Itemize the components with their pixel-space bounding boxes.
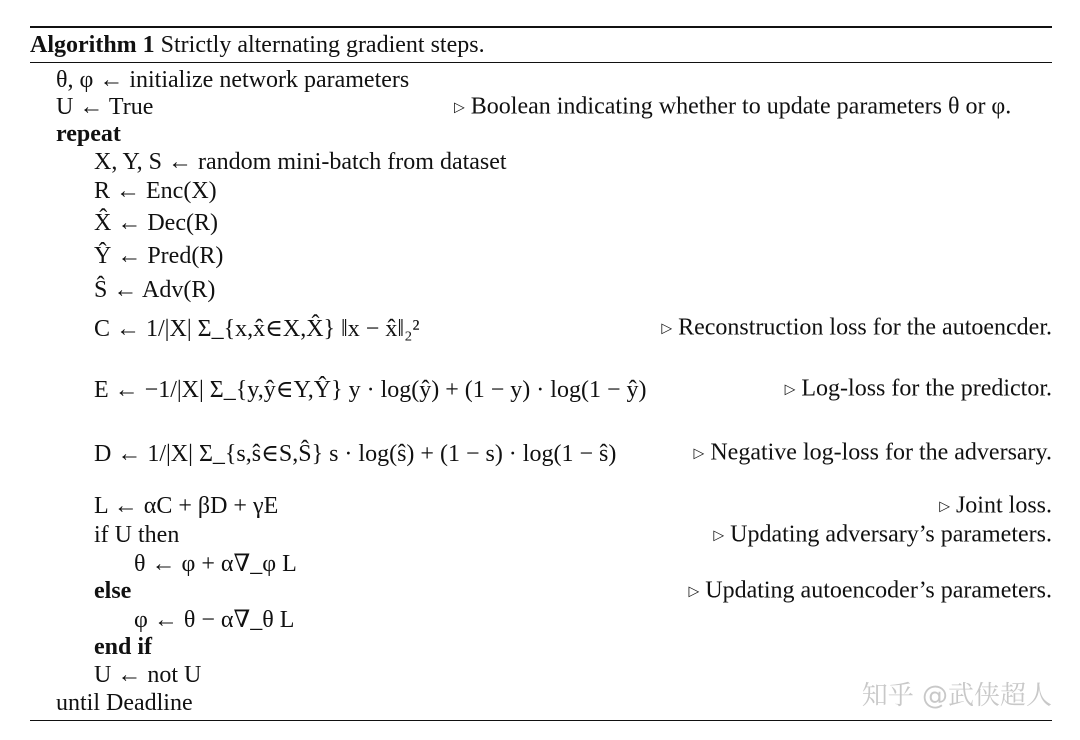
comment-triangle-icon: ▷: [939, 499, 950, 515]
else-keyword: else: [94, 577, 132, 604]
watermark: 知乎 @武侠超人: [861, 681, 1052, 711]
line-recon: [30, 311, 1052, 345]
line-pred-text: Ŷ ← Pred(R): [94, 242, 224, 269]
line-pred: [30, 239, 1052, 273]
line-logloss-text: E ← −1/|X| Σ_{y,ŷ∈Y,Ŷ} y · log(ŷ) + (1 − y) · log(1 − ŷ): [94, 376, 647, 403]
line-until-text: until Deadline: [56, 689, 193, 716]
line-recon-comment: ▷ Reconstruction loss for the autoencder.: [661, 314, 1052, 341]
line-enc-text: R ← Enc(X): [94, 177, 217, 204]
line-logloss: [30, 372, 1052, 406]
comment-triangle-icon: ▷: [693, 446, 705, 462]
algorithm-header: [30, 28, 1052, 62]
line-if-text: if U then: [94, 521, 180, 548]
line-adv-text: Ŝ ← Adv(R): [94, 276, 216, 303]
comment-triangle-icon: ▷: [661, 321, 673, 337]
repeat-keyword: repeat: [56, 120, 121, 147]
comment-triangle-icon: ▷: [713, 528, 725, 544]
line-init-text: θ, φ ← initialize network parameters: [56, 66, 410, 93]
line-flag-text: U ← True: [56, 93, 154, 120]
line-dec-text: X̂ ← Dec(R): [94, 209, 218, 236]
algorithm-label: Algorithm 1: [30, 31, 155, 58]
line-flag-comment: ▷ Boolean indicating whether to update parameters θ or φ.: [454, 93, 1012, 120]
line-negloss-comment: ▷ Negative log-loss for the adversary.: [693, 439, 1052, 466]
line-logloss-comment: ▷ Log-loss for the predictor.: [784, 375, 1052, 402]
line-adv: [30, 273, 1052, 307]
endif-keyword: end if: [94, 633, 153, 660]
comment-triangle-icon: ▷: [454, 100, 465, 116]
bottom-rule: [30, 720, 1052, 721]
algorithm-title: Strictly alternating gradient steps.: [160, 31, 485, 58]
line-theta-update-text: θ ← φ + α∇_φ L: [134, 550, 297, 577]
comment-triangle-icon: ▷: [784, 382, 796, 398]
line-negloss-text: D ← 1/|X| Σ_{s,ŝ∈S,Ŝ} s · log(ŝ) + (1 − s) · log(1 − ŝ): [94, 440, 617, 467]
line-recon-text: C ← 1/|X| Σ_{x,x̂∈X,X̂} ‖x − x̂‖₂²: [94, 315, 420, 342]
line-batch-text: X, Y, S ← random mini-batch from dataset: [94, 148, 507, 175]
line-negloss: [30, 436, 1052, 470]
line-if-comment: ▷ Updating adversary’s parameters.: [713, 521, 1052, 548]
line-joint-text: L ← αC + βD + γE: [94, 492, 279, 519]
line-enc: [30, 174, 1052, 208]
comment-triangle-icon: ▷: [688, 584, 700, 600]
line-dec: [30, 206, 1052, 240]
line-else-comment: ▷ Updating autoencoder’s parameters.: [688, 577, 1052, 604]
line-phi-update-text: φ ← θ − α∇_θ L: [134, 606, 295, 633]
line-toggle-text: U ← not U: [94, 661, 202, 688]
line-joint-comment: ▷ Joint loss.: [939, 492, 1052, 519]
